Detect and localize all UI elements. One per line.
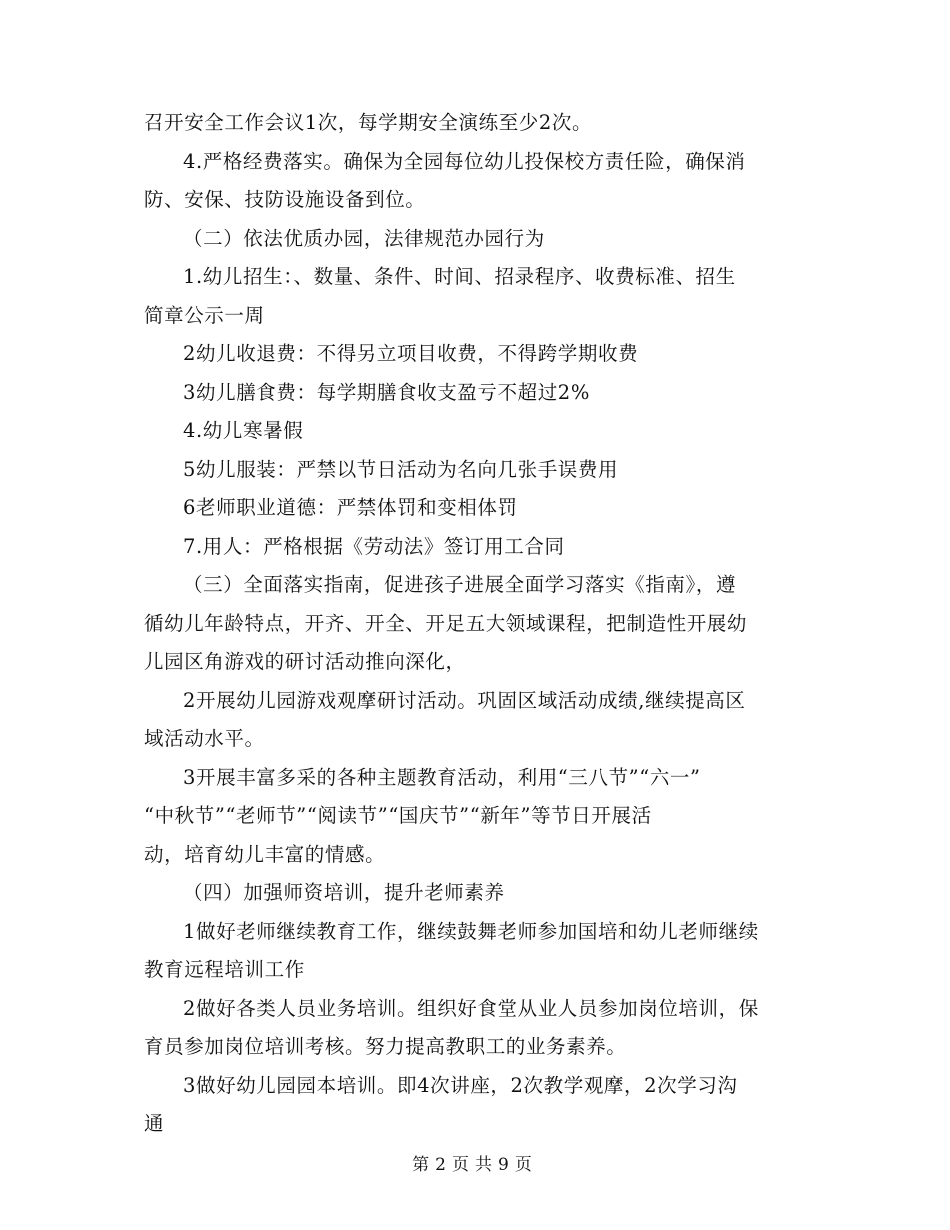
section-heading: （三）全面落实指南，促进孩子进展全面学习落实《指南》，遵 bbox=[183, 573, 737, 596]
text-line: 2幼儿收退费：不得另立项目收费，不得跨学期收费 bbox=[183, 342, 639, 365]
text-line: 简章公示一周 bbox=[144, 303, 265, 327]
document-body bbox=[144, 104, 804, 1144]
text-line: 1做好老师继续教育工作，继续鼓舞老师参加国培和幼儿老师继续 bbox=[183, 919, 759, 943]
text-line: 2开展幼儿园游戏观摩研讨活动。巩固区域活动成绩,继续提高区 bbox=[183, 688, 746, 712]
text-line: 3做好幼儿园园本培训。即4次讲座，2次教学观摩，2次学习沟 bbox=[183, 1073, 738, 1097]
text-line: 5幼儿服装：严禁以节日活动为名向几张手误费用 bbox=[183, 457, 619, 481]
text-line: “中秋节”“老师节”“阅读节”“国庆节”“新年”等节日开展活 bbox=[144, 804, 652, 827]
text-line: 1.幼儿招生：、数量、条件、时间、招录程序、收费标准、招生 bbox=[183, 265, 736, 288]
text-line: 育员参加岗位培训考核。努力提高教职工的业务素养。 bbox=[144, 1035, 627, 1058]
footer-current-page: 2 bbox=[435, 1155, 447, 1175]
footer-suffix: 页 bbox=[514, 1155, 533, 1175]
text-line: 域活动水平。 bbox=[144, 727, 265, 750]
text-line: 动，培育幼儿丰富的情感。 bbox=[144, 842, 386, 866]
footer-total-word: 共 bbox=[475, 1155, 493, 1175]
text-line: 教育远程培训工作 bbox=[144, 958, 305, 981]
page-footer bbox=[0, 1150, 950, 1175]
text-line: 防、安保、技防设施设备到位。 bbox=[144, 188, 426, 211]
footer-prefix: 第 bbox=[412, 1155, 431, 1175]
footer-total-pages: 9 bbox=[498, 1155, 510, 1175]
text-line: 召开安全工作会议1次，每学期安全演练至少2次。 bbox=[144, 111, 593, 134]
text-line: 通 bbox=[144, 1112, 165, 1135]
text-line: 4.幼儿寒暑假 bbox=[183, 419, 304, 442]
text-line: 儿园区角游戏的研讨活动推向深化， bbox=[144, 650, 466, 673]
footer-page-word: 页 bbox=[452, 1155, 470, 1175]
text-line: 6老师职业道德：严禁体罚和变相体罚 bbox=[183, 496, 518, 519]
text-line: 2做好各类人员业务培训。组织好食堂从业人员参加岗位培训，保 bbox=[183, 996, 759, 1020]
text-line: 循幼儿年龄特点，开齐、开全、开足五大领域课程，把制造性开展幼 bbox=[144, 611, 748, 635]
section-heading: （四）加强师资培训，提升老师素养 bbox=[183, 881, 505, 904]
text-line: 3开展丰富多采的各种主题教育活动，利用“三八节”“六一” bbox=[183, 765, 701, 789]
section-heading: （二）依法优质办园，法律规范办园行为 bbox=[183, 226, 545, 250]
text-line: 4.严格经费落实。确保为全园每位幼儿投保校方责任险，确保消 bbox=[183, 149, 746, 173]
text-line: 3幼儿膳食费：每学期膳食收支盈亏不超过2% bbox=[183, 380, 590, 404]
text-line: 7.用人：严格根据《劳动法》签订用工合同 bbox=[183, 534, 565, 558]
